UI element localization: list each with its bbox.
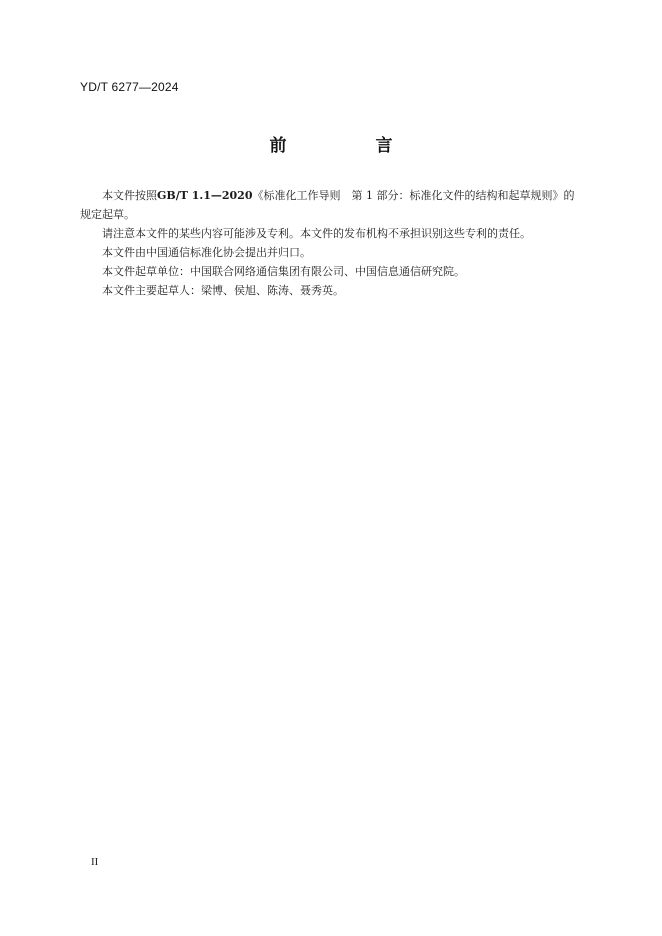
page-number: II xyxy=(91,856,99,868)
page-title: 前 言 xyxy=(269,136,429,156)
paragraph-patent-notice: 请注意本文件的某些内容可能涉及专利。本文件的发布机构不承担识别这些专利的责任。 xyxy=(102,227,531,240)
paragraph-prefix: 本文件按照 xyxy=(102,189,157,202)
foreword-body xyxy=(80,186,580,300)
standard-reference: GB/T 1.1—2020 xyxy=(157,189,253,202)
paragraph-drafting-rules xyxy=(80,186,580,224)
paragraph-drafting-units: 本文件起草单位：中国联合网络通信集团有限公司、中国信息通信研究院。 xyxy=(102,265,465,278)
paragraph-drafters: 本文件主要起草人：梁博、侯旭、陈涛、聂秀英。 xyxy=(102,284,344,297)
document-code: YD/T 6277—2024 xyxy=(80,80,179,94)
paragraph-proposer: 本文件由中国通信标准化协会提出并归口。 xyxy=(102,246,311,259)
paragraph-suffix: 《标准化工作导则 第 1 部分：标准化文件的结构和起草规则》的规定起草。 xyxy=(80,189,575,221)
